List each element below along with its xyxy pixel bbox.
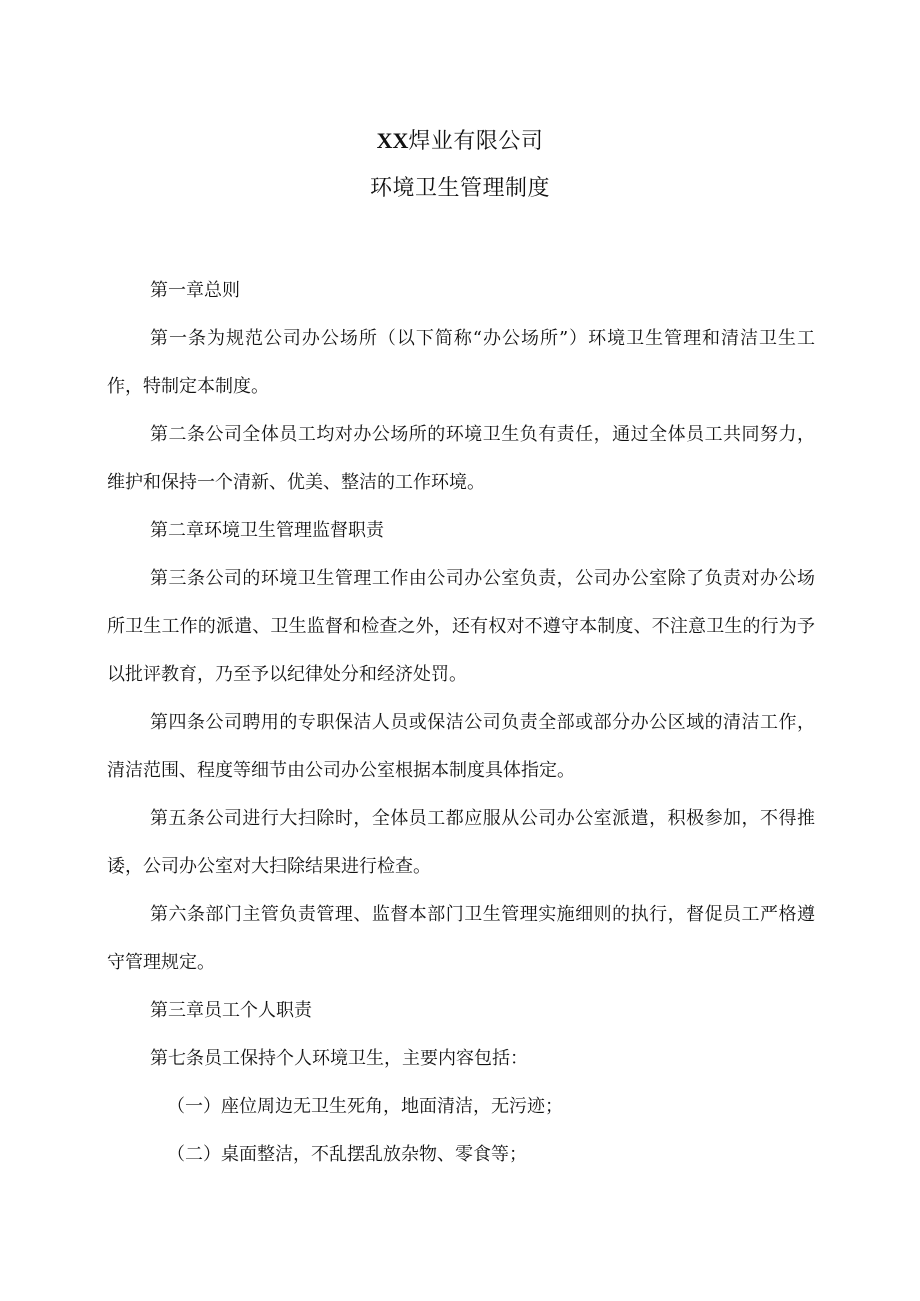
article-paragraph: 第二条公司全体员工均对办公场所的环境卫生负有责任，通过全体员工共同努力，维护和保持一个清新、优美、整洁的工作环境。 (107, 424, 815, 493)
article-paragraph: 第六条部门主管负责管理、监督本部门卫生管理实施细则的执行，督促员工严格遵守管理规定。 (107, 904, 815, 973)
article-paragraph: 第四条公司聘用的专职保洁人员或保洁公司负责全部或部分办公区域的清洁工作，清洁范围、程度等细节由公司办公室根据本制度具体指定。 (107, 712, 815, 781)
chapter-heading: 第二章环境卫生管理监督职责 (150, 520, 384, 541)
company-name-rest: 焊业有限公司 (408, 129, 544, 154)
article-paragraph: 第一条为规范公司办公场所（以下简称“办公场所”）环境卫生管理和清洁卫生工作，特制定本制度。 (107, 328, 815, 397)
article-paragraph: 第七条员工保持个人环境卫生，主要内容包括： (150, 1048, 528, 1069)
list-item: （二）桌面整洁，不乱摆乱放杂物、零食等； (167, 1144, 527, 1165)
chapter-heading: 第三章员工个人职责 (150, 1000, 312, 1021)
company-name-prefix: XX (376, 128, 409, 153)
document-title: 环境卫生管理制度 (369, 176, 550, 201)
list-item: （一）座位周边无卫生死角，地面清洁，无污迹； (167, 1096, 563, 1117)
company-name (0, 126, 920, 157)
chapter-heading: 第一章总则 (150, 280, 240, 301)
article-paragraph: 第五条公司进行大扫除时，全体员工都应服从公司办公室派遣，积极参加，不得推诿，公司办公室对大扫除结果进行检查。 (107, 808, 815, 877)
article-paragraph: 第三条公司的环境卫生管理工作由公司办公室负责，公司办公室除了负责对办公场所卫生工作的派遣、卫生监督和检查之外，还有权对不遵守本制度、不注意卫生的行为予以批评教育，乃至予以纪律处分和经济处罚。 (107, 568, 815, 685)
document-body (107, 267, 815, 1179)
